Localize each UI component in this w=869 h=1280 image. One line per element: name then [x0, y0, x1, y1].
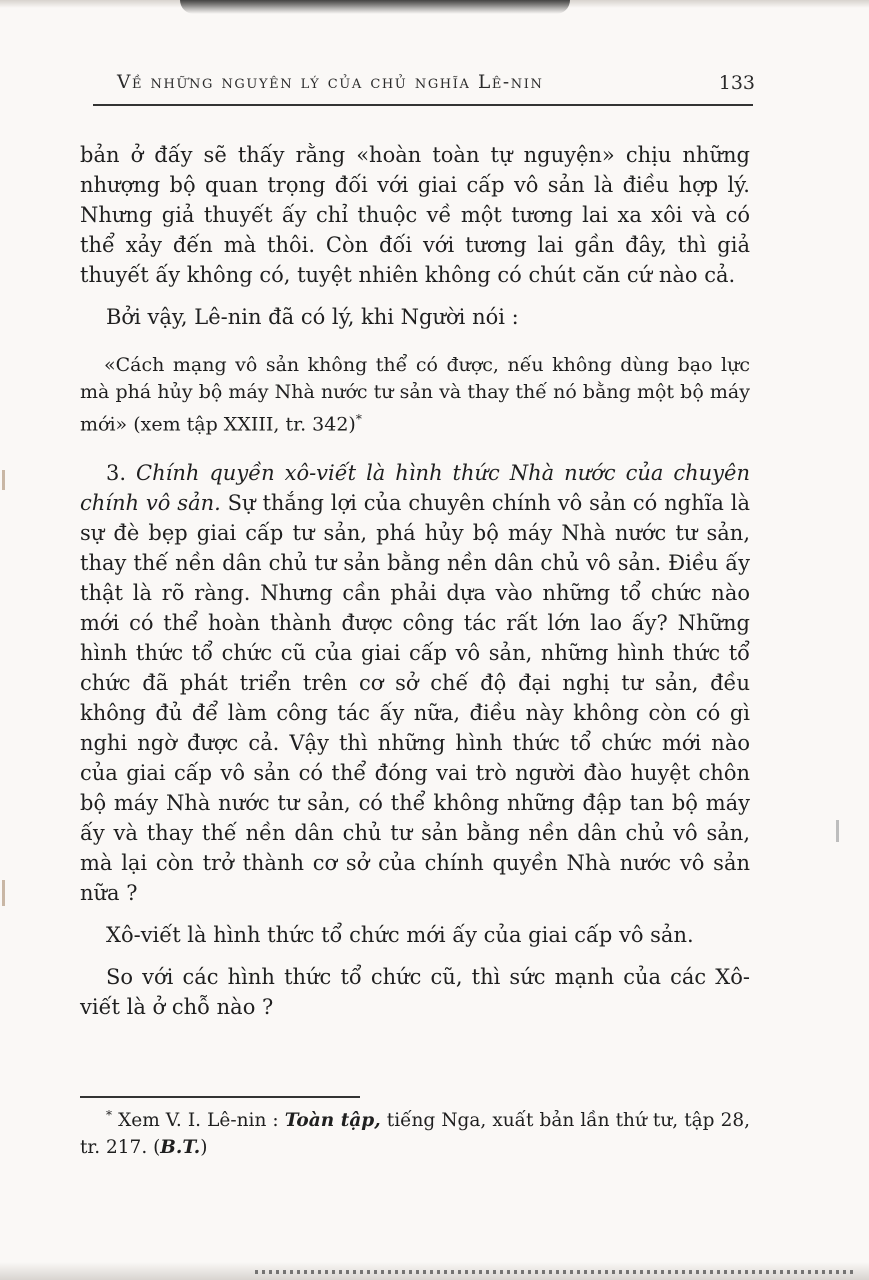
quote-text: «Cách mạng vô sản không thể có được, nếu không dùng bạo lực mà phá hủy bộ máy Nhà nước tư sản và thay thế nó bằng một bộ máy mới» (xem tập XXIII, tr. 342) [80, 354, 750, 436]
footnote-suffix: ) [200, 1137, 208, 1159]
paragraph: bản ở đấy sẽ thấy rằng «hoàn toàn tự nguyện» chịu những nhượng bộ quan trọng đối với giai cấp vô sản là điều hợp lý. Nhưng giả thuyết ấy chỉ thuộc về một tương lai xa xôi và có thể xảy đến mà thôi. Còn đối với tương lai gần đây, thì giả thuyết ấy không có, tuyệt nhiên không có chút căn cứ nào cả. [80, 143, 750, 287]
footnote-middle: tiếng Nga, xuất bản lần thứ tư, tập 28, tr. 217. ( [80, 1110, 751, 1159]
paragraph: So với các hình thức tổ chức cũ, thì sức mạnh của các Xô-viết là ở chỗ nào ? [80, 965, 750, 1020]
scan-edge-mark [836, 820, 839, 842]
scan-edge-mark [2, 880, 5, 906]
paragraph-text: Sự thắng lợi của chuyên chính vô sản có nghĩa là sự đè bẹp giai cấp tư sản, phá hủy bộ máy Nhà nước tư sản, thay thế nền dân chủ tư sản bằng nền dân chủ vô sản. Điều ấy thật là rõ ràng. Nhưng cần phải dựa vào những tổ chức nào mới có thể hoàn thành được công tác rất lớn lao ấy? Những hình thức tổ chức cũ của giai cấp vô sản, những hình thức tổ chức đã phát triển trên cơ sở chế độ đại nghị tư sản, đều không đủ để làm công tác ấy nữa, điều này không còn có gì nghi ngờ được cả. Vậy thì những hình thức tổ chức mới nào của giai cấp vô sản có thể đóng vai trò người đào huyệt chôn bộ máy Nhà nước tư sản, có thể không những đập tan bộ máy ấy và thay thế nền dân chủ tư sản bằng nền dân chủ vô sản, mà lại còn trở thành cơ sở của chính quyền Nhà nước vô sản nữa ? [80, 491, 750, 906]
section-number: 3. [106, 461, 127, 486]
scan-binding-shadow [180, 0, 570, 14]
page-number: 133 [718, 72, 755, 94]
paragraph: Bởi vậy, Lê-nin đã có lý, khi Người nói : [106, 305, 519, 329]
main-text [80, 140, 750, 1022]
lenin-quote [80, 352, 750, 438]
footnote-abbr: B.T. [160, 1137, 201, 1159]
scan-bottom-noise [255, 1270, 855, 1274]
section-paragraph [80, 458, 750, 908]
paragraph: Xô-viết là hình thức tổ chức mới ấy của giai cấp vô sản. [106, 923, 694, 948]
footnote-title: Toàn tập, [284, 1110, 381, 1132]
section-heading: Chính quyền xô-viết là hình thức Nhà nước của chuyên chính vô sản. [80, 461, 750, 516]
scan-edge-mark [2, 470, 5, 490]
running-head: Về những nguyên lý của chủ nghĩa Lê-nin [117, 72, 544, 93]
footnote [80, 1102, 750, 1161]
footnote-prefix: Xem V. I. Lê-nin : [118, 1110, 285, 1132]
footnote-mark: * [106, 1108, 112, 1122]
page-header [95, 72, 755, 102]
header-rule [93, 104, 753, 106]
footnote-rule [80, 1096, 360, 1098]
footnote-marker: * [355, 412, 362, 426]
